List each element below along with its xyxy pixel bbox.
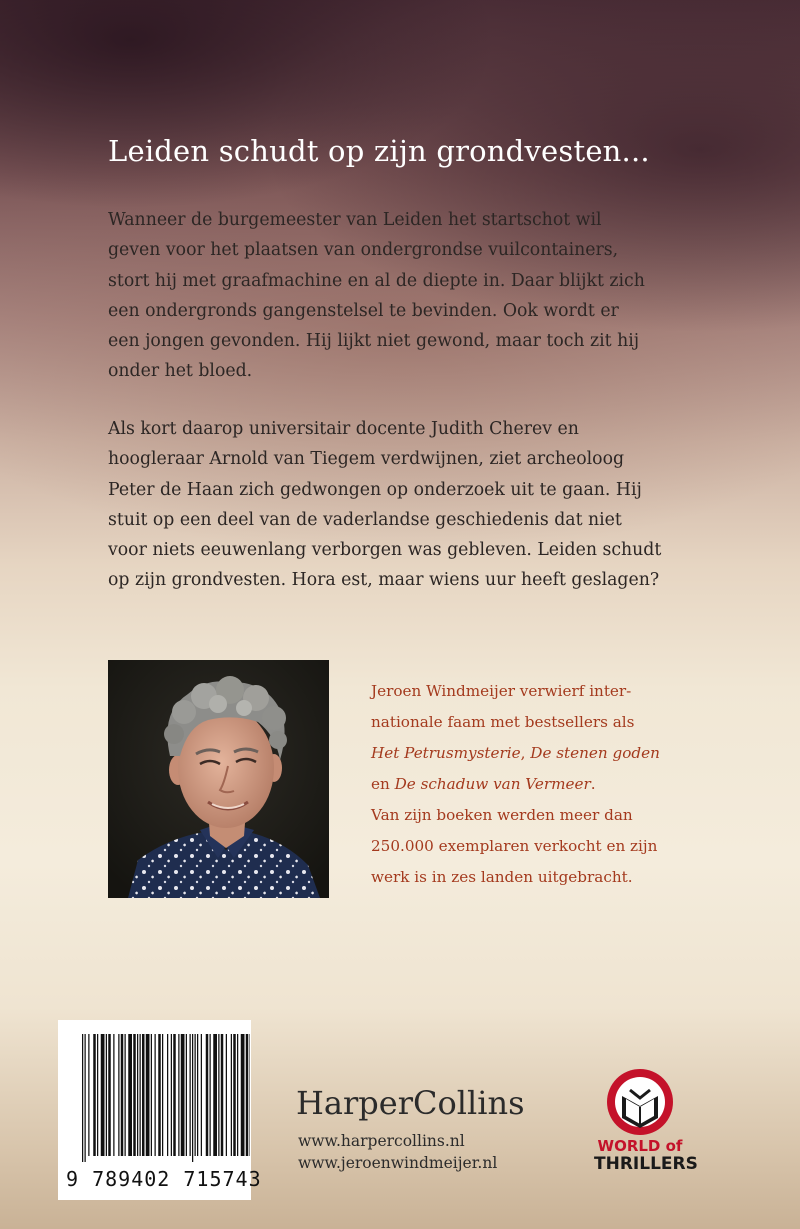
- logo-text-thrillers: THRILLERS: [594, 1154, 698, 1174]
- barcode-bar: [93, 1034, 96, 1156]
- barcode-bar: [118, 1034, 119, 1156]
- barcode-bar: [190, 1034, 191, 1156]
- title-separator: ,: [520, 744, 531, 762]
- barcode-bar: [181, 1034, 185, 1156]
- barcode-bar: [137, 1034, 138, 1156]
- barcode-bar: [206, 1034, 209, 1156]
- blurb-line: op zijn grondvesten. Hora est, maar wiens uur heeft geslagen?: [108, 570, 660, 591]
- book-title-schaduw-van-vermeer: De schaduw van Vermeer: [394, 775, 591, 793]
- barcode-bar: [197, 1034, 198, 1156]
- publisher-name: HarperCollins: [296, 1084, 525, 1122]
- world-of-thrillers-logo: [594, 1066, 698, 1176]
- barcode-bar: [88, 1034, 89, 1156]
- barcode-bar: [146, 1034, 150, 1156]
- barcode-bar: [113, 1034, 114, 1156]
- author-url: www.jeroenwindmeijer.nl: [298, 1154, 498, 1172]
- barcode-bar: [237, 1034, 238, 1156]
- bio-conjunction: en: [371, 775, 395, 793]
- barcode-bar: [231, 1034, 232, 1156]
- barcode-bar: [186, 1034, 187, 1156]
- barcode-bar: [133, 1034, 136, 1156]
- barcode-bar: [213, 1034, 217, 1156]
- author-portrait-illustration: [108, 660, 329, 898]
- barcode-bar: [158, 1034, 161, 1156]
- bio-line-titles: [371, 769, 771, 800]
- barcode-bar: [241, 1034, 245, 1156]
- barcode-bar: [233, 1034, 236, 1156]
- barcode-bar: [218, 1034, 219, 1156]
- barcode-bar: [192, 1034, 193, 1162]
- blurb-line: geven voor het plaatsen van ondergrondse vuilcontainers,: [108, 240, 619, 261]
- blurb-line: Peter de Haan zich gedwongen op onderzoek uit te gaan. Hij: [108, 479, 642, 500]
- barcode-bar: [85, 1034, 86, 1162]
- barcode-bar: [210, 1034, 211, 1156]
- barcode-bar: [97, 1034, 98, 1156]
- book-title-petrusmysterie: Het Petrusmysterie: [371, 744, 521, 762]
- bio-line: 250.000 exemplaren verkocht en zijn: [371, 837, 658, 855]
- barcode-bar: [171, 1034, 172, 1156]
- barcode-bar: [108, 1034, 111, 1156]
- barcode-bar: [101, 1034, 105, 1156]
- bio-period: .: [590, 775, 596, 793]
- blurb-line: onder het bloed.: [108, 361, 253, 382]
- barcode-bar: [250, 1034, 251, 1156]
- book-shield-icon: [594, 1066, 686, 1138]
- bio-line: Jeroen Windmeijer verwierf inter-: [371, 682, 632, 700]
- barcode-bar: [155, 1034, 156, 1156]
- barcode-bar: [221, 1034, 224, 1156]
- barcode-bar: [142, 1034, 145, 1156]
- barcode-bar: [82, 1034, 83, 1162]
- logo-text-world-of: WORLD of: [597, 1137, 683, 1155]
- barcode-bars: [82, 1034, 250, 1162]
- bio-line: Van zijn boeken werden meer dan: [371, 806, 633, 824]
- barcode-bar: [162, 1034, 163, 1156]
- barcode-bar: [140, 1034, 141, 1156]
- isbn-number: 9 789402 715743: [66, 1167, 262, 1191]
- bio-line: werk is in zes landen uitgebracht.: [371, 868, 633, 886]
- bio-line-titles: [371, 738, 771, 769]
- blurb-line: hoogleraar Arnold van Tiegem verdwijnen, ziet archeoloog: [108, 449, 625, 470]
- barcode-panel: [58, 1020, 262, 1200]
- barcode-bar: [195, 1034, 196, 1156]
- blurb-line: Wanneer de burgemeester van Leiden het startschot wil: [108, 210, 602, 230]
- tagline: Leiden schudt op zijn grondvesten...: [108, 134, 650, 168]
- barcode-bar: [201, 1034, 202, 1156]
- blurb-line: stort hij met graafmachine en al de diepte in. Daar blijkt zich: [108, 270, 645, 291]
- barcode-bar: [178, 1034, 179, 1156]
- barcode-bar: [167, 1034, 168, 1156]
- barcode-bar: [246, 1034, 249, 1156]
- barcode-bar: [226, 1034, 227, 1156]
- publisher-url: www.harpercollins.nl: [298, 1132, 465, 1150]
- blurb-line: stuit op een deel van de vaderlandse geschiedenis dat niet: [108, 509, 622, 530]
- author-photo: [108, 660, 329, 898]
- blurb-line: een jongen gevonden. Hij lijkt niet gewond, maar toch zit hij: [108, 331, 640, 352]
- blurb-paragraph-2: [108, 414, 748, 596]
- barcode-bar: [173, 1034, 176, 1156]
- author-bio: [371, 676, 771, 893]
- book-title-stenen-goden: De stenen goden: [530, 744, 660, 762]
- barcode-bar: [128, 1034, 132, 1156]
- barcode-bar: [151, 1034, 152, 1156]
- blurb-line: een ondergronds gangenstelsel te bevinden. Ook wordt er: [108, 300, 619, 321]
- bio-line: nationale faam met bestsellers als: [371, 713, 635, 731]
- blurb-line: voor niets eeuwenlang verborgen was gebleven. Leiden schudt: [108, 540, 662, 561]
- blurb-line: Als kort daarop universitair docente Judith Cherev en: [108, 419, 579, 439]
- barcode-bar: [106, 1034, 107, 1156]
- barcode-bar: [121, 1034, 124, 1156]
- blurb-paragraph-1: [108, 205, 748, 387]
- barcode-bar: [125, 1034, 126, 1156]
